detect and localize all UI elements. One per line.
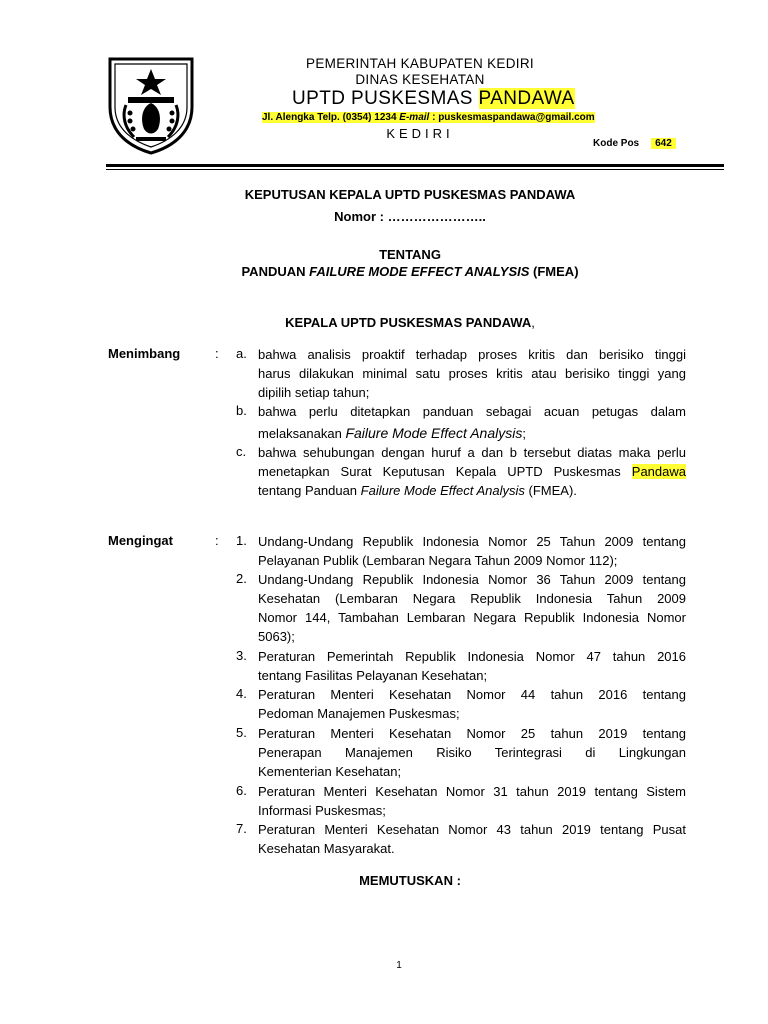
mengingat-1-line1: Undang-Undang Republik Indonesia Nomor 25 Tahun 2009 tentang [258, 534, 686, 549]
postal-code-label: Kode Pos [593, 138, 640, 149]
letterhead-agency: DINAS KESEHATAN [355, 72, 485, 87]
mengingat-marker-6: 6. [236, 783, 247, 798]
mengingat-7-line2: Kesehatan Masyarakat. [258, 841, 395, 856]
menimbang-b-line1: bahwa perlu ditetapkan panduan sebagai acuan petugas dalam [258, 404, 686, 419]
mengingat-2-line3: Nomor 144, Tambahan Lembaran Negara Republik Indonesia Nomor [258, 610, 686, 625]
menimbang-marker-c: c. [236, 444, 247, 459]
mengingat-1-line2: Pelayanan Publik (Lembaran Negara Tahun 2009 Nomor 112); [258, 553, 618, 568]
decree-title: KEPUTUSAN KEPALA UPTD PUSKESMAS PANDAWA [244, 187, 576, 202]
memutuskan-heading: MEMUTUSKAN : [359, 873, 461, 888]
b-line2-suffix: ; [522, 426, 526, 441]
menimbang-marker-b: b. [236, 403, 247, 418]
mengingat-2-line2: Kesehatan (Lembaran Negara Republik Indonesia Tahun 2009 [258, 591, 686, 606]
mengingat-marker-2: 2. [236, 571, 247, 586]
mengingat-2-line1: Undang-Undang Republik Indonesia Nomor 36 Tahun 2009 tentang [258, 572, 686, 587]
c-line2-prefix: menetapkan Surat Keputusan Kepala UPTD Puskesmas [258, 464, 632, 479]
mengingat-3-line1: Peraturan Pemerintah Republik Indonesia Nomor 47 tahun 2016 [258, 649, 686, 664]
c-line3-prefix: tentang Panduan [258, 483, 361, 498]
mengingat-5-line1: Peraturan Menteri Kesehatan Nomor 25 tahun 2019 tentang [258, 726, 686, 741]
mengingat-4-line1: Peraturan Menteri Kesehatan Nomor 44 tahun 2016 tentang [258, 687, 686, 702]
institution-name-highlight: PANDAWA [478, 88, 575, 109]
c-line3-italic: Failure Mode Effect Analysis [360, 483, 525, 498]
menimbang-c-line2 [258, 463, 686, 481]
mengingat-colon: : [215, 533, 219, 548]
institution-name: UPTD PUSKESMAS [292, 88, 479, 109]
authority-comma: , [531, 315, 535, 330]
mengingat-6-line2: Informasi Puskesmas; [258, 803, 386, 818]
mengingat-5-line2: Penerapan Manajemen Risiko Terintegrasi di Lingkungan [258, 745, 686, 760]
email-address: : puskesmaspandawa@gmail.com [429, 112, 595, 123]
menimbang-a-line2: harus dilakukan minimal satu proses kritis atau berisiko tinggi yang [258, 366, 686, 381]
mengingat-marker-7: 7. [236, 821, 247, 836]
menimbang-label: Menimbang [108, 346, 181, 361]
contact-address-phone: Jl. Alengka Telp. (0354) 1234 [262, 112, 400, 123]
mengingat-2-line4: 5063); [258, 629, 295, 644]
menimbang-a-line1: bahwa analisis proaktif terhadap proses kritis dan berisiko tinggi [258, 347, 686, 362]
kediri-regency-emblem-icon [106, 55, 196, 155]
decree-tentang: TENTANG [379, 247, 441, 262]
menimbang-c-line1: bahwa sehubungan dengan huruf a dan b tersebut diatas maka perlu [258, 445, 686, 460]
letterhead-institution [292, 88, 575, 110]
mengingat-label: Mengingat [108, 533, 173, 548]
menimbang-c-line3 [258, 482, 686, 500]
letterhead-contact [262, 112, 595, 123]
subject-suffix: (FMEA) [529, 264, 579, 279]
menimbang-b-line2 [258, 424, 686, 443]
mengingat-6-line1: Peraturan Menteri Kesehatan Nomor 31 tahun 2019 tentang Sistem [258, 784, 686, 799]
mengingat-marker-1: 1. [236, 533, 247, 548]
mengingat-3-line2: tentang Fasilitas Pelayanan Kesehatan; [258, 668, 488, 683]
c-line3-suffix: (FMEA). [524, 483, 577, 498]
menimbang-a-line3: dipilih setiap tahun; [258, 385, 370, 400]
c-line2-highlight: Pandawa [631, 464, 686, 479]
postal-code-value: 642 [651, 138, 676, 149]
authority-name: KEPALA UPTD PUSKESMAS PANDAWA [285, 315, 532, 330]
subject-italic: FAILURE MODE EFFECT ANALYSIS [309, 264, 530, 279]
letterhead-rule-thin [106, 169, 724, 170]
letterhead-government: PEMERINTAH KABUPATEN KEDIRI [306, 56, 534, 71]
decree-subject [110, 264, 710, 279]
subject-prefix: PANDUAN [241, 264, 310, 279]
letterhead-city: KEDIRI [386, 126, 454, 141]
decree-authority [110, 315, 710, 330]
menimbang-colon: : [215, 346, 219, 361]
b-line2-italic: Failure Mode Effect Analysis [345, 425, 523, 441]
mengingat-marker-3: 3. [236, 648, 247, 663]
b-line2-prefix: melaksanakan [258, 426, 346, 441]
page-number: 1 [396, 960, 402, 971]
postal-code [593, 138, 676, 149]
mengingat-marker-4: 4. [236, 686, 247, 701]
decree-number: Nomor : ………………….. [334, 209, 486, 224]
mengingat-marker-5: 5. [236, 725, 247, 740]
letterhead-rule-thick [106, 164, 724, 167]
menimbang-marker-a: a. [236, 346, 247, 361]
email-label: E-mail [399, 112, 430, 123]
mengingat-4-line2: Pedoman Manajemen Puskesmas; [258, 706, 460, 721]
mengingat-7-line1: Peraturan Menteri Kesehatan Nomor 43 tahun 2019 tentang Pusat [258, 822, 686, 837]
mengingat-5-line3: Kementerian Kesehatan; [258, 764, 402, 779]
